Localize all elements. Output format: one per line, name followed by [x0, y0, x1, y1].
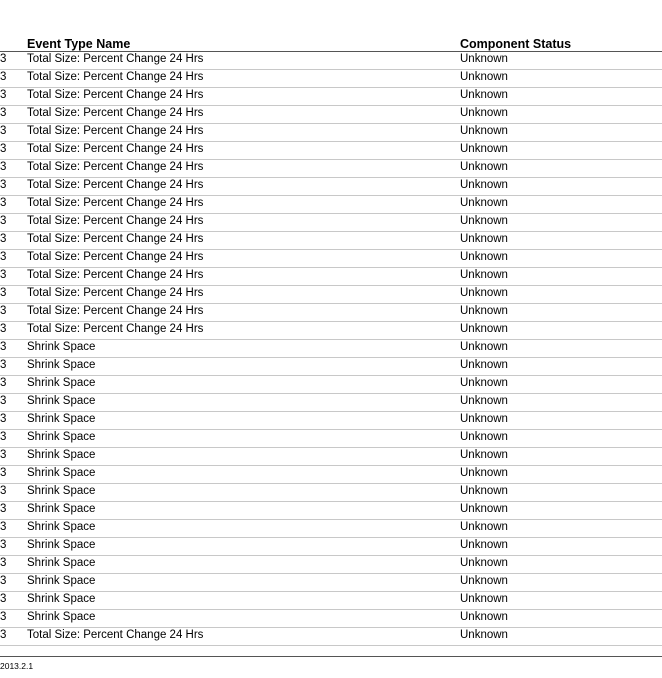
table-row — [0, 142, 662, 160]
row-leading-cell: 3 — [0, 161, 7, 173]
row-leading-cell: 3 — [0, 71, 7, 83]
row-leading-cell: 3 — [0, 377, 7, 389]
row-leading-cell: 3 — [0, 179, 7, 191]
table-row — [0, 196, 662, 214]
row-leading-cell: 3 — [0, 611, 7, 623]
component-status-cell: Unknown — [460, 431, 508, 443]
event-type-name-cell: Total Size: Percent Change 24 Hrs — [27, 251, 204, 263]
row-leading-cell: 3 — [0, 287, 7, 299]
component-status-cell: Unknown — [460, 233, 508, 245]
table-row — [0, 430, 662, 448]
table-row — [0, 574, 662, 592]
row-leading-cell: 3 — [0, 197, 7, 209]
event-type-name-cell: Shrink Space — [27, 557, 96, 569]
component-status-cell: Unknown — [460, 179, 508, 191]
table-row — [0, 106, 662, 124]
header-component-status: Component Status — [460, 37, 572, 51]
component-status-cell: Unknown — [460, 575, 508, 587]
event-type-name-cell: Total Size: Percent Change 24 Hrs — [27, 53, 204, 65]
event-type-name-cell: Total Size: Percent Change 24 Hrs — [27, 233, 204, 245]
table-row — [0, 376, 662, 394]
table-row — [0, 502, 662, 520]
row-leading-cell: 3 — [0, 485, 7, 497]
component-status-cell: Unknown — [460, 467, 508, 479]
row-leading-cell: 3 — [0, 53, 7, 65]
component-status-cell: Unknown — [460, 377, 508, 389]
component-status-cell: Unknown — [460, 107, 508, 119]
component-status-cell: Unknown — [460, 269, 508, 281]
component-status-cell: Unknown — [460, 503, 508, 515]
event-type-name-cell: Total Size: Percent Change 24 Hrs — [27, 323, 204, 335]
event-type-name-cell: Total Size: Percent Change 24 Hrs — [27, 143, 204, 155]
component-status-cell: Unknown — [460, 485, 508, 497]
event-type-name-cell: Shrink Space — [27, 449, 96, 461]
row-leading-cell: 3 — [0, 575, 7, 587]
component-status-cell: Unknown — [460, 395, 508, 407]
table-row — [0, 232, 662, 250]
event-type-name-cell: Total Size: Percent Change 24 Hrs — [27, 287, 204, 299]
event-type-name-cell: Total Size: Percent Change 24 Hrs — [27, 125, 204, 137]
row-leading-cell: 3 — [0, 593, 7, 605]
table-row — [0, 88, 662, 106]
table-row — [0, 520, 662, 538]
component-status-cell: Unknown — [460, 143, 508, 155]
event-type-name-cell: Shrink Space — [27, 593, 96, 605]
table-row — [0, 52, 662, 70]
table-row — [0, 70, 662, 88]
row-leading-cell: 3 — [0, 557, 7, 569]
component-status-cell: Unknown — [460, 539, 508, 551]
row-leading-cell: 3 — [0, 143, 7, 155]
event-type-name-cell: Shrink Space — [27, 467, 96, 479]
table-row — [0, 124, 662, 142]
event-type-name-cell: Shrink Space — [27, 413, 96, 425]
table-row — [0, 538, 662, 556]
component-status-cell: Unknown — [460, 53, 508, 65]
row-leading-cell: 3 — [0, 233, 7, 245]
table-row — [0, 592, 662, 610]
row-leading-cell: 3 — [0, 305, 7, 317]
row-leading-cell: 3 — [0, 359, 7, 371]
component-status-cell: Unknown — [460, 413, 508, 425]
row-leading-cell: 3 — [0, 503, 7, 515]
component-status-cell: Unknown — [460, 593, 508, 605]
row-leading-cell: 3 — [0, 431, 7, 443]
component-status-cell: Unknown — [460, 287, 508, 299]
table-row — [0, 412, 662, 430]
row-leading-cell: 3 — [0, 521, 7, 533]
event-type-name-cell: Shrink Space — [27, 485, 96, 497]
row-leading-cell: 3 — [0, 125, 7, 137]
component-status-cell: Unknown — [460, 359, 508, 371]
row-leading-cell: 3 — [0, 215, 7, 227]
component-status-cell: Unknown — [460, 557, 508, 569]
table-row — [0, 250, 662, 268]
report-version: 2013.2.1 — [0, 661, 34, 671]
row-leading-cell: 3 — [0, 251, 7, 263]
table-row — [0, 214, 662, 232]
event-type-name-cell: Shrink Space — [27, 503, 96, 515]
row-leading-cell: 3 — [0, 539, 7, 551]
table-row — [0, 466, 662, 484]
event-type-name-cell: Total Size: Percent Change 24 Hrs — [27, 305, 204, 317]
component-status-cell: Unknown — [460, 215, 508, 227]
table-row — [0, 484, 662, 502]
footer-divider — [0, 656, 662, 657]
table-row — [0, 286, 662, 304]
component-status-cell: Unknown — [460, 89, 508, 101]
event-type-name-cell: Shrink Space — [27, 359, 96, 371]
event-type-name-cell: Total Size: Percent Change 24 Hrs — [27, 161, 204, 173]
component-status-cell: Unknown — [460, 71, 508, 83]
row-leading-cell: 3 — [0, 107, 7, 119]
event-type-name-cell: Total Size: Percent Change 24 Hrs — [27, 107, 204, 119]
event-type-name-cell: Total Size: Percent Change 24 Hrs — [27, 269, 204, 281]
event-type-name-cell: Shrink Space — [27, 395, 96, 407]
event-type-name-cell: Shrink Space — [27, 377, 96, 389]
event-type-name-cell: Shrink Space — [27, 539, 96, 551]
table-row — [0, 322, 662, 340]
row-leading-cell: 3 — [0, 629, 7, 641]
table-row — [0, 268, 662, 286]
table-row — [0, 304, 662, 322]
table-row — [0, 556, 662, 574]
component-status-cell: Unknown — [460, 341, 508, 353]
header-event-type-name: Event Type Name — [27, 37, 131, 51]
component-status-cell: Unknown — [460, 161, 508, 173]
component-status-cell: Unknown — [460, 629, 508, 641]
table-header — [0, 37, 662, 52]
event-type-name-cell: Total Size: Percent Change 24 Hrs — [27, 179, 204, 191]
event-type-name-cell: Total Size: Percent Change 24 Hrs — [27, 215, 204, 227]
table-row — [0, 628, 662, 646]
event-type-name-cell: Total Size: Percent Change 24 Hrs — [27, 629, 204, 641]
row-leading-cell: 3 — [0, 449, 7, 461]
event-type-name-cell: Total Size: Percent Change 24 Hrs — [27, 197, 204, 209]
row-leading-cell: 3 — [0, 323, 7, 335]
event-type-name-cell: Total Size: Percent Change 24 Hrs — [27, 89, 204, 101]
table-row — [0, 178, 662, 196]
component-status-cell: Unknown — [460, 323, 508, 335]
table-body — [0, 52, 662, 646]
event-type-name-cell: Shrink Space — [27, 575, 96, 587]
event-type-name-cell: Shrink Space — [27, 521, 96, 533]
component-status-cell: Unknown — [460, 251, 508, 263]
component-status-cell: Unknown — [460, 521, 508, 533]
event-type-name-cell: Shrink Space — [27, 341, 96, 353]
row-leading-cell: 3 — [0, 269, 7, 281]
component-status-cell: Unknown — [460, 125, 508, 137]
event-type-name-cell: Shrink Space — [27, 431, 96, 443]
table-row — [0, 394, 662, 412]
row-leading-cell: 3 — [0, 341, 7, 353]
table-row — [0, 610, 662, 628]
component-status-cell: Unknown — [460, 305, 508, 317]
row-leading-cell: 3 — [0, 413, 7, 425]
table-row — [0, 358, 662, 376]
component-status-cell: Unknown — [460, 197, 508, 209]
row-leading-cell: 3 — [0, 395, 7, 407]
event-type-name-cell: Shrink Space — [27, 611, 96, 623]
event-type-name-cell: Total Size: Percent Change 24 Hrs — [27, 71, 204, 83]
table-row — [0, 448, 662, 466]
table-row — [0, 160, 662, 178]
component-status-cell: Unknown — [460, 449, 508, 461]
table-row — [0, 340, 662, 358]
component-status-cell: Unknown — [460, 611, 508, 623]
row-leading-cell: 3 — [0, 89, 7, 101]
row-leading-cell: 3 — [0, 467, 7, 479]
